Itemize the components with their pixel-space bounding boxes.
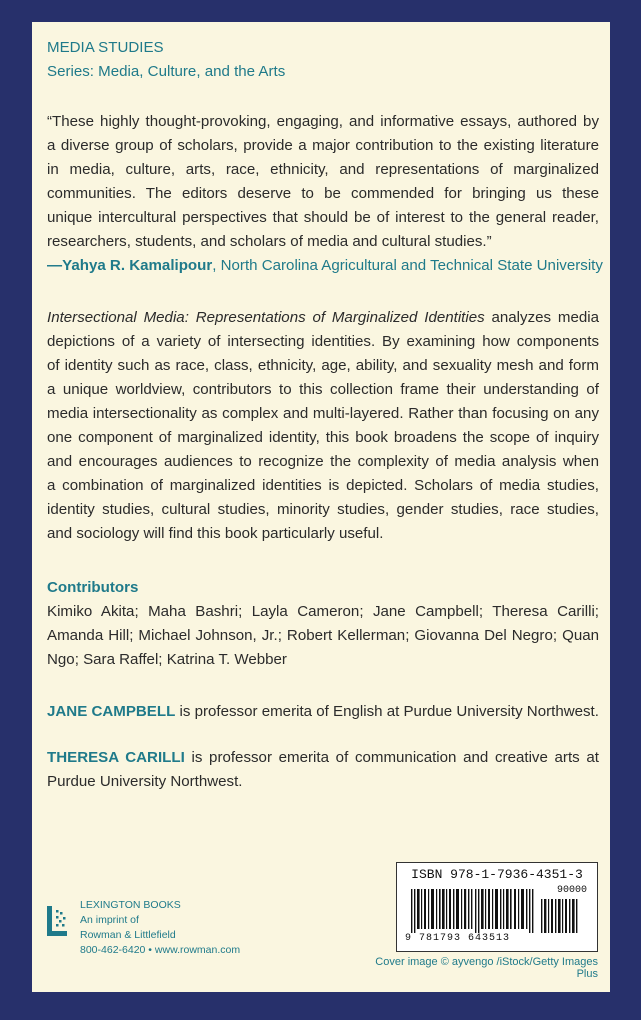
contributors-line: Amanda Hill; Michael Johnson, Jr.; Robert Kellerman; Giovanna Del Negro; Quan xyxy=(47,627,599,644)
editor-bio xyxy=(47,700,599,724)
publisher-name: LEXINGTON BOOKS xyxy=(80,899,181,911)
description-line: identity studies, cultural studies, minority studies, gender studies, race studies, xyxy=(47,501,599,518)
quote-line: communities. The editors deserve to be commended for bringing us these xyxy=(47,185,599,202)
category-label: MEDIA STUDIES xyxy=(47,39,164,56)
description-line: and sociology will find this book particularly useful. xyxy=(47,525,384,542)
description-line: depictions of a variety of intersecting identities. By examining how components xyxy=(47,333,599,350)
lexington-books-logo-icon xyxy=(45,900,71,940)
description-text: analyzes media xyxy=(484,309,599,326)
description-line: and encourages audiences to recognize the complexity of media analysis when xyxy=(47,453,599,470)
editor-bio-text: is professor emerita of communication and creative arts at xyxy=(184,749,599,766)
price-code: 90000 xyxy=(557,885,588,896)
quote-attribution xyxy=(47,254,603,278)
description-line: of identity such as race, class, ethnicity, age, ability, and sexuality mesh and form xyxy=(47,357,599,374)
description-line: a combination of marginalized identities is depicted. Scholars of media studies, xyxy=(47,477,599,494)
barcode-digits: 9 781793 643513 xyxy=(405,933,511,944)
series-header xyxy=(47,36,599,84)
editor-bio-text: is professor emerita of English at Purdue University Northwest. xyxy=(175,703,599,720)
contributors-section xyxy=(47,576,599,672)
attribution-author: Yahya R. Kamalipour xyxy=(62,257,213,274)
isbn-barcode xyxy=(396,862,598,952)
cover-image-credit: Cover image © ayvengo /iStock/Getty Images Plus xyxy=(375,956,598,980)
quote-line: researchers, students, and scholars of media and cultural studies.” xyxy=(47,233,492,250)
editor-bio-line: Purdue University Northwest. xyxy=(47,773,243,790)
quote-line: “These highly thought-provoking, engaging, and informative essays, authored by xyxy=(47,113,599,130)
isbn-label: ISBN 978-1-7936-4351-3 xyxy=(411,867,583,882)
contributors-line: Kimiko Akita; Maha Bashri; Layla Cameron; Jane Campbell; Theresa Carilli; xyxy=(47,603,599,620)
quote-line: in media, culture, arts, race, ethnicity, and representations of marginalized xyxy=(47,161,599,178)
publisher-contact: 800-462-6420 • www.rowman.com xyxy=(80,944,241,956)
editor-bio-line xyxy=(47,746,599,770)
description-first-line xyxy=(47,306,599,330)
attribution-dash: — xyxy=(47,257,63,274)
editor-name: JANE CAMPBELL xyxy=(47,703,176,720)
quote-line: unique intercultural perspectives that should be of interest to the general reader, xyxy=(47,209,599,226)
description-line: a unique worldview, contributors to this collection frame their understanding of xyxy=(47,381,599,398)
endorsement-quote xyxy=(47,110,603,278)
quote-line: a diverse group of scholars, provide a major contribution to the existing literature xyxy=(47,137,599,154)
book-description xyxy=(47,306,599,546)
publisher-imprint-label: An imprint of xyxy=(80,914,139,926)
contributors-heading: Contributors xyxy=(47,579,139,596)
description-line: one component of marginalized identity, this book broadens the scope of inquiry xyxy=(47,429,599,446)
contributors-line: Ngo; Sara Raffel; Katrina T. Webber xyxy=(47,651,287,668)
back-cover-panel xyxy=(32,22,610,992)
editor-bio-line xyxy=(47,700,599,724)
publisher-parent: Rowman & Littlefield xyxy=(80,929,176,941)
series-label: Series: Media, Culture, and the Arts xyxy=(47,63,286,80)
book-title: Intersectional Media: Representations of Marginalized Identities xyxy=(47,309,485,326)
attribution-affiliation: , North Carolina Agricultural and Technical State University xyxy=(212,257,603,274)
description-line: media intersectionality as complex and multi-layered. Rather than focusing on any xyxy=(47,405,599,422)
editor-name: THERESA CARILLI xyxy=(47,749,185,766)
editor-bio xyxy=(47,746,599,794)
publisher-info xyxy=(80,898,240,958)
